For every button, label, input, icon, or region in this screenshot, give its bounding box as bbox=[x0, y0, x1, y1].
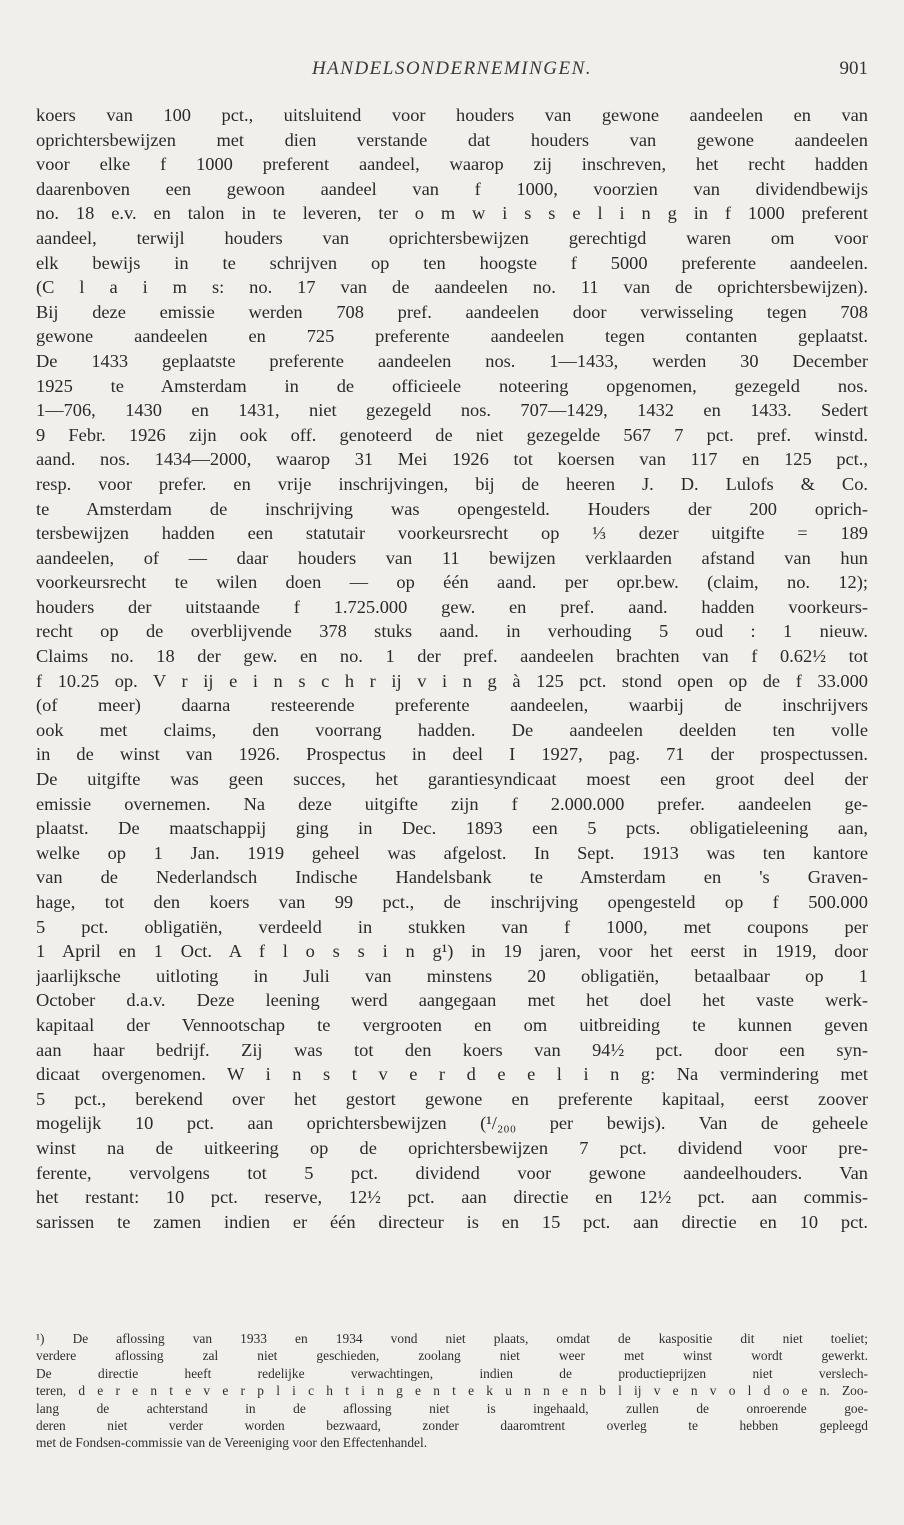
body-line: De 1433 geplaatste preferente aandeelen nos. 1—1433, werden 30 December bbox=[36, 350, 868, 371]
body-line: elk bewijs in te schrijven op ten hoogste f 5000 preferente aandeelen. bbox=[36, 252, 868, 273]
footnote-line: teren, d e r e n t e v e r p l i c h t i n g e n t e k u n n e n b l ij v e n v o l d o e n. Zoo- bbox=[36, 1383, 868, 1399]
body-line: Claims no. 18 der gew. en no. 1 der pref. aandeelen brachten van f 0.62½ tot bbox=[36, 646, 868, 667]
body-line: aandeelen, of — daar houders van 11 bewijzen verklaarden afstand van hun bbox=[36, 547, 868, 568]
body-line: te Amsterdam de inschrijving was opengesteld. Houders der 200 oprich- bbox=[36, 498, 868, 519]
body-line: De uitgifte was geen succes, het garantiesyndicaat moest een groot deel der bbox=[36, 769, 868, 790]
body-line: ook met claims, den voorrang hadden. De aandeelen deelden ten volle bbox=[36, 719, 868, 740]
body-line: hage, tot den koers van 99 pct., de inschrijving opengesteld op f 500.000 bbox=[36, 892, 868, 912]
body-line: resp. voor prefer. en vrije inschrijvingen, bij de heeren J. D. Lulofs & Co. bbox=[36, 473, 868, 494]
footnote-line: De directie heeft redelijke verwachtingen, indien de productieprijzen niet verslech- bbox=[36, 1365, 868, 1381]
body-line: sarissen te zamen indien er één directeur is en 15 pct. aan directie en 10 pct. bbox=[36, 1211, 868, 1232]
body-line: welke op 1 Jan. 1919 geheel was afgelost. In Sept. 1913 was ten kantore bbox=[36, 842, 868, 863]
page-header bbox=[36, 58, 868, 90]
body-line: jaarlijksche uitloting in Juli van minstens 20 obligatiën, betaalbaar op 1 bbox=[36, 965, 868, 986]
body-line: oprichtersbewijzen met dien verstande dat houders van gewone aandeelen bbox=[36, 129, 868, 150]
body-line: plaatst. De maatschappij ging in Dec. 1893 een 5 pcts. obligatieleening aan, bbox=[36, 818, 868, 839]
body-text bbox=[36, 103, 868, 1234]
body-line: 1—706, 1430 en 1431, niet gezegeld nos. 707—1429, 1432 en 1433. Sedert bbox=[36, 400, 868, 421]
body-line: 5 pct. obligatiën, verdeeld in stukken van f 1000, met coupons per bbox=[36, 916, 868, 937]
body-line: ferente, vervolgens tot 5 pct. dividend voor gewone aandeelhouders. Van bbox=[36, 1162, 868, 1183]
body-line: 1925 te Amsterdam in de officieele noteering opgenomen, gezegeld nos. bbox=[36, 375, 868, 396]
body-line: daarenboven een gewoon aandeel van f 1000, voorzien van dividendbewijs bbox=[36, 178, 868, 199]
footnote-line: ¹) De aflossing van 1933 en 1934 vond niet plaats, omdat de kaspositie dit niet toeliet; bbox=[36, 1331, 868, 1346]
body-line: kapitaal der Vennootschap te vergrooten en om uitbreiding te kunnen geven bbox=[36, 1014, 868, 1035]
body-line: het restant: 10 pct. reserve, 12½ pct. aan directie en 12½ pct. aan commis- bbox=[36, 1187, 868, 1208]
body-line: emissie overnemen. Na deze uitgifte zijn f 2.000.000 prefer. aandeelen ge- bbox=[36, 793, 868, 814]
footnotes bbox=[36, 1330, 868, 1452]
footnote-line: deren niet verder worden bezwaard, zonder daaromtrent overleg te hebben gepleegd bbox=[36, 1417, 868, 1433]
body-line: 9 Febr. 1926 zijn ook off. genoteerd de niet gezegelde 567 7 pct. pref. winstd. bbox=[36, 424, 868, 445]
body-line: aan haar bedrijf. Zij was tot den koers van 94½ pct. door een syn- bbox=[36, 1039, 868, 1060]
body-line: van de Nederlandsch Indische Handelsbank te Amsterdam en 's Graven- bbox=[36, 867, 868, 888]
body-line: aand. nos. 1434—2000, waarop 31 Mei 1926 tot koersen van 117 en 125 pct., bbox=[36, 449, 868, 470]
body-line: (of meer) daarna resteerende preferente aandeelen, waarbij de inschrijvers bbox=[36, 695, 868, 716]
footnote-line: met de Fondsen-commissie van de Vereeniging voor den Effectenhandel. bbox=[36, 1435, 428, 1451]
footnote-line: lang de achterstand in de aflossing niet is ingehaald, zullen de onroerende goe- bbox=[36, 1400, 868, 1416]
body-line: October d.a.v. Deze leening werd aangegaan met het doel het vaste werk- bbox=[36, 990, 868, 1011]
body-line: gewone aandeelen en 725 preferente aandeelen tegen contanten geplaatst. bbox=[36, 326, 868, 347]
body-line: (C l a i m s: no. 17 van de aandeelen no. 11 van de oprichtersbewijzen). bbox=[36, 277, 868, 298]
body-line: aandeel, terwijl houders van oprichtersbewijzen gerechtigd waren om voor bbox=[36, 227, 868, 248]
body-line: mogelijk 10 pct. aan oprichtersbewijzen (¹/₂₀₀ per bewijs). Van de geheele bbox=[36, 1113, 868, 1134]
footnote-line: verdere aflossing zal niet geschieden, zoolang niet weer met winst wordt gewerkt. bbox=[36, 1348, 868, 1364]
body-line: 1 April en 1 Oct. A f l o s s i n g¹) in 19 jaren, voor het eerst in 1919, door bbox=[36, 941, 868, 962]
body-line: f 10.25 op. V r ij e i n s c h r ij v i n g à 125 pct. stond open op de f 33.000 bbox=[36, 670, 868, 691]
body-line: in de winst van 1926. Prospectus in deel I 1927, pag. 71 der prospectussen. bbox=[36, 744, 868, 765]
body-line: 5 pct., berekend over het gestort gewone en preferente kapitaal, eerst zoover bbox=[36, 1088, 868, 1109]
body-line: winst na de uitkeering op de oprichtersbewijzen 7 pct. dividend voor pre- bbox=[36, 1137, 868, 1158]
body-line: tersbewijzen hadden een statutair voorkeursrecht op ⅓ dezer uitgifte = 189 bbox=[36, 523, 868, 544]
body-line: dicaat overgenomen. W i n s t v e r d e e l i n g: Na vermindering met bbox=[36, 1064, 868, 1085]
body-line: voorkeursrecht te wilen doen — op één aand. per opr.bew. (claim, no. 12); bbox=[36, 572, 868, 593]
body-line: Bij deze emissie werden 708 pref. aandeelen door verwisseling tegen 708 bbox=[36, 301, 868, 322]
body-line: houders der uitstaande f 1.725.000 gew. en pref. aand. hadden voorkeurs- bbox=[36, 596, 868, 617]
running-title: HANDELSONDERNEMINGEN. bbox=[311, 58, 593, 79]
body-line: recht op de overblijvende 378 stuks aand. in verhouding 5 oud : 1 nieuw. bbox=[36, 621, 868, 642]
body-line: koers van 100 pct., uitsluitend voor houders van gewone aandeelen en van bbox=[36, 105, 868, 125]
body-line: no. 18 e.v. en talon in te leveren, ter o m w i s s e l i n g in f 1000 preferent bbox=[36, 203, 868, 224]
page-number: 901 bbox=[839, 58, 868, 79]
body-line: voor elke f 1000 preferent aandeel, waarop zij inschreven, het recht hadden bbox=[36, 154, 868, 175]
